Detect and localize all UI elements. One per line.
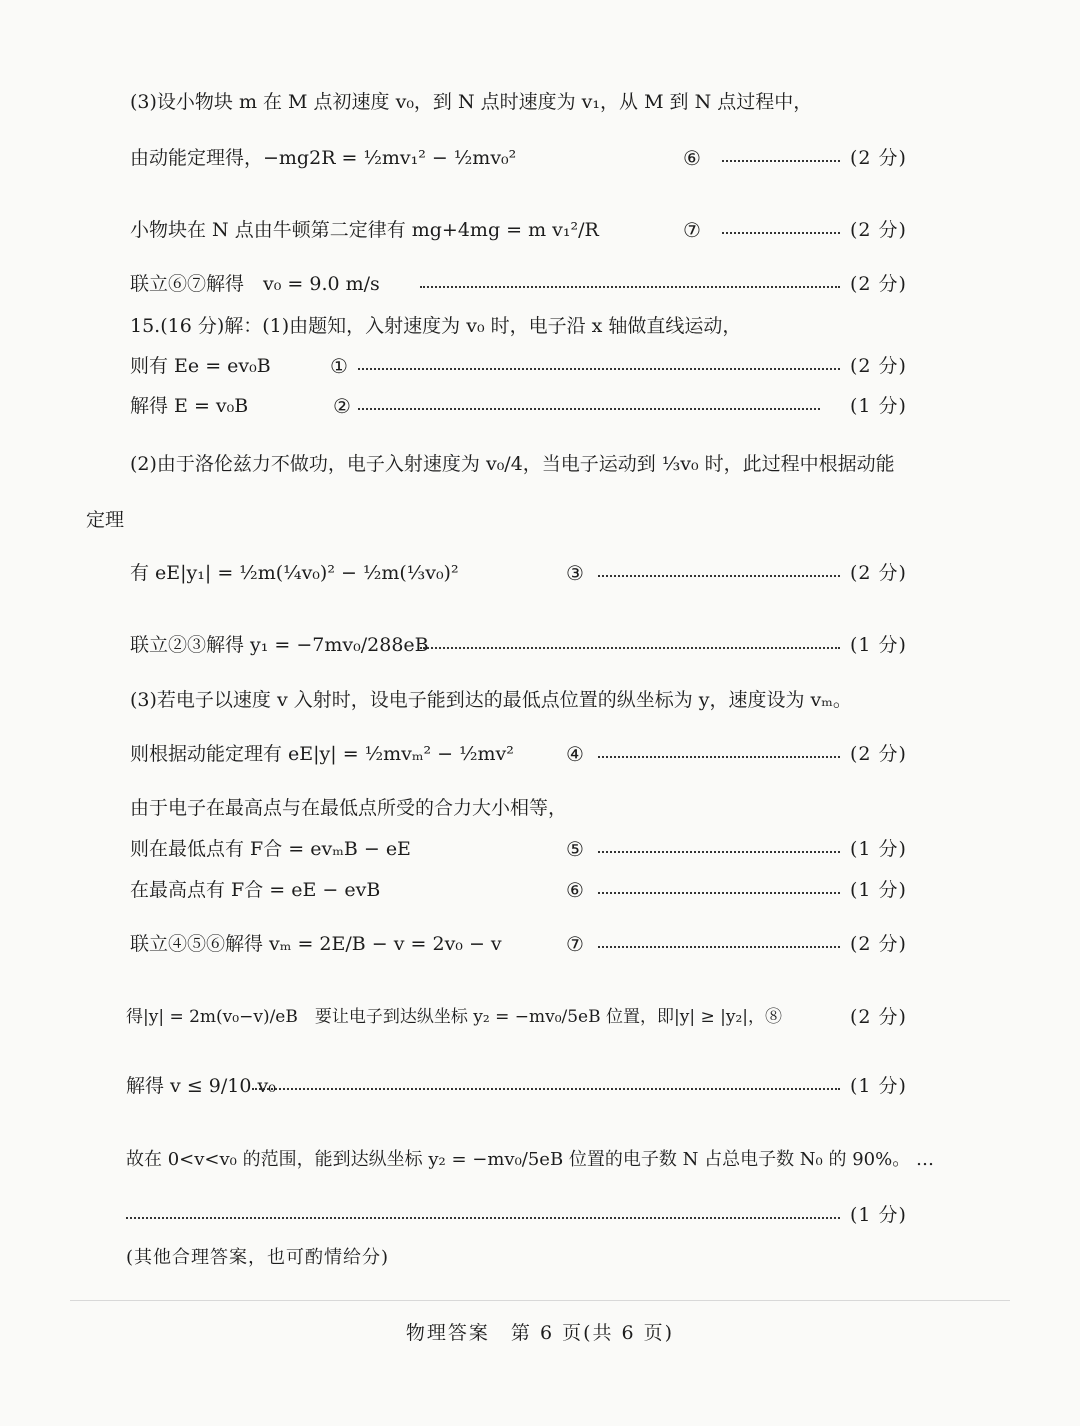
line-text: 联立②③解得 y₁ = −7mv₀/288eB <box>130 634 429 656</box>
line-text: 解得 E = v₀B <box>130 395 249 417</box>
score: (2 分) <box>850 1006 907 1028</box>
dotted-leader <box>358 368 840 370</box>
line-text: (其他合理答案，也可酌情给分) <box>126 1247 390 1268</box>
equation-number: ⑦ <box>683 218 701 242</box>
line-6 <box>0 346 1080 386</box>
line-7 <box>0 386 1080 426</box>
score: (2 分) <box>850 219 907 241</box>
score: (2 分) <box>850 933 907 955</box>
line-1 <box>0 82 1080 122</box>
score: (2 分) <box>850 273 907 295</box>
line-22 <box>0 1238 1080 1278</box>
score: (1 分) <box>850 1204 907 1226</box>
line-text: (2)由于洛伦兹力不做功，电子入射速度为 v₀/4，当电子运动到 ⅓v₀ 时，此过程中根据动能 <box>130 453 895 475</box>
dotted-leader <box>252 1088 840 1090</box>
score: (1 分) <box>850 838 907 860</box>
score: (1 分) <box>850 395 907 417</box>
line-text: 15.(16 分)解：(1)由题知，入射速度为 v₀ 时，电子沿 x 轴做直线运动， <box>130 315 742 337</box>
equation-number: ① <box>330 354 348 378</box>
score: (1 分) <box>850 1075 907 1097</box>
line-9 <box>0 500 1080 540</box>
line-text: 定理 <box>86 509 125 531</box>
score: (2 分) <box>850 355 907 377</box>
line-11 <box>0 625 1080 665</box>
line-10 <box>0 553 1080 593</box>
line-text: 有 eE|y₁| = ½m(¼v₀)² − ½m(⅓v₀)² <box>130 562 459 584</box>
score: (2 分) <box>850 562 907 584</box>
line-13 <box>0 734 1080 774</box>
line-text: 则在最低点有 F合 = evₘB − eE <box>130 838 411 860</box>
equation-number: ⑤ <box>566 837 584 861</box>
line-text: 解得 v ≤ 9/10 v₀ <box>126 1075 276 1097</box>
score: (2 分) <box>850 743 907 765</box>
line-text: 则根据动能定理有 eE|y| = ½mvₘ² − ½mv² <box>130 743 514 765</box>
dotted-leader <box>598 946 840 948</box>
line-text: 在最高点有 F合 = eE − evB <box>130 879 381 901</box>
dotted-leader <box>420 647 840 649</box>
line-text: 得|y| = 2m(v₀−v)/eB 要让电子到达纵坐标 y₂ = −mv₀/5eB 位置，即|y| ≥ |y₂|，⑧ <box>126 1007 783 1027</box>
line-16 <box>0 870 1080 910</box>
line-14 <box>0 788 1080 828</box>
dotted-leader <box>722 232 840 234</box>
line-19 <box>0 1066 1080 1106</box>
dotted-leader <box>126 1217 840 1219</box>
line-text: 联立⑥⑦解得 v₀ = 9.0 m/s <box>130 273 380 295</box>
line-12 <box>0 680 1080 720</box>
page-footer: 物理答案 第 6 页(共 6 页) <box>405 1322 675 1344</box>
equation-number: ⑥ <box>566 878 584 902</box>
line-text: 联立④⑤⑥解得 vₘ = 2E/B − v = 2v₀ − v <box>130 933 502 955</box>
equation-number: ② <box>333 394 351 418</box>
score: (1 分) <box>850 879 907 901</box>
equation-number: ⑦ <box>566 932 584 956</box>
line-text: 则有 Ee = ev₀B <box>130 355 271 377</box>
dotted-leader <box>598 851 840 853</box>
equation-number: ⑥ <box>683 146 701 170</box>
line-text: 小物块在 N 点由牛顿第二定律有 mg+4mg = m v₁²/R <box>130 219 599 241</box>
line-8 <box>0 444 1080 484</box>
line-4 <box>0 264 1080 304</box>
line-18 <box>0 997 1080 1037</box>
dotted-leader <box>420 286 840 288</box>
line-3 <box>0 210 1080 250</box>
line-21 <box>0 1195 1080 1235</box>
scan-rule <box>70 1300 1010 1301</box>
line-2 <box>0 138 1080 178</box>
line-text: 故在 0<v<v₀ 的范围，能到达纵坐标 y₂ = −mv₀/5eB 位置的电子数 N 占总电子数 N₀ 的 90%。 … <box>126 1149 934 1170</box>
dotted-leader <box>598 756 840 758</box>
dotted-leader <box>358 408 820 410</box>
score: (1 分) <box>850 634 907 656</box>
equation-number: ④ <box>566 742 584 766</box>
line-15 <box>0 829 1080 869</box>
dotted-leader <box>722 160 840 162</box>
equation-number: ③ <box>566 561 584 585</box>
line-text: 由动能定理得，−mg2R = ½mv₁² − ½mv₀² <box>130 147 517 169</box>
line-text: (3)若电子以速度 v 入射时，设电子能到达的最低点位置的纵坐标为 y，速度设为 vₘ。 <box>130 689 852 711</box>
dotted-leader <box>598 575 840 577</box>
line-20 <box>0 1140 1080 1180</box>
line-text: 由于电子在最高点与在最低点所受的合力大小相等， <box>130 797 568 819</box>
line-5 <box>0 306 1080 346</box>
line-17 <box>0 924 1080 964</box>
dotted-leader <box>598 892 840 894</box>
line-text: (3)设小物块 m 在 M 点初速度 v₀，到 N 点时速度为 v₁，从 M 到 N 点过程中， <box>130 91 813 113</box>
score: (2 分) <box>850 147 907 169</box>
